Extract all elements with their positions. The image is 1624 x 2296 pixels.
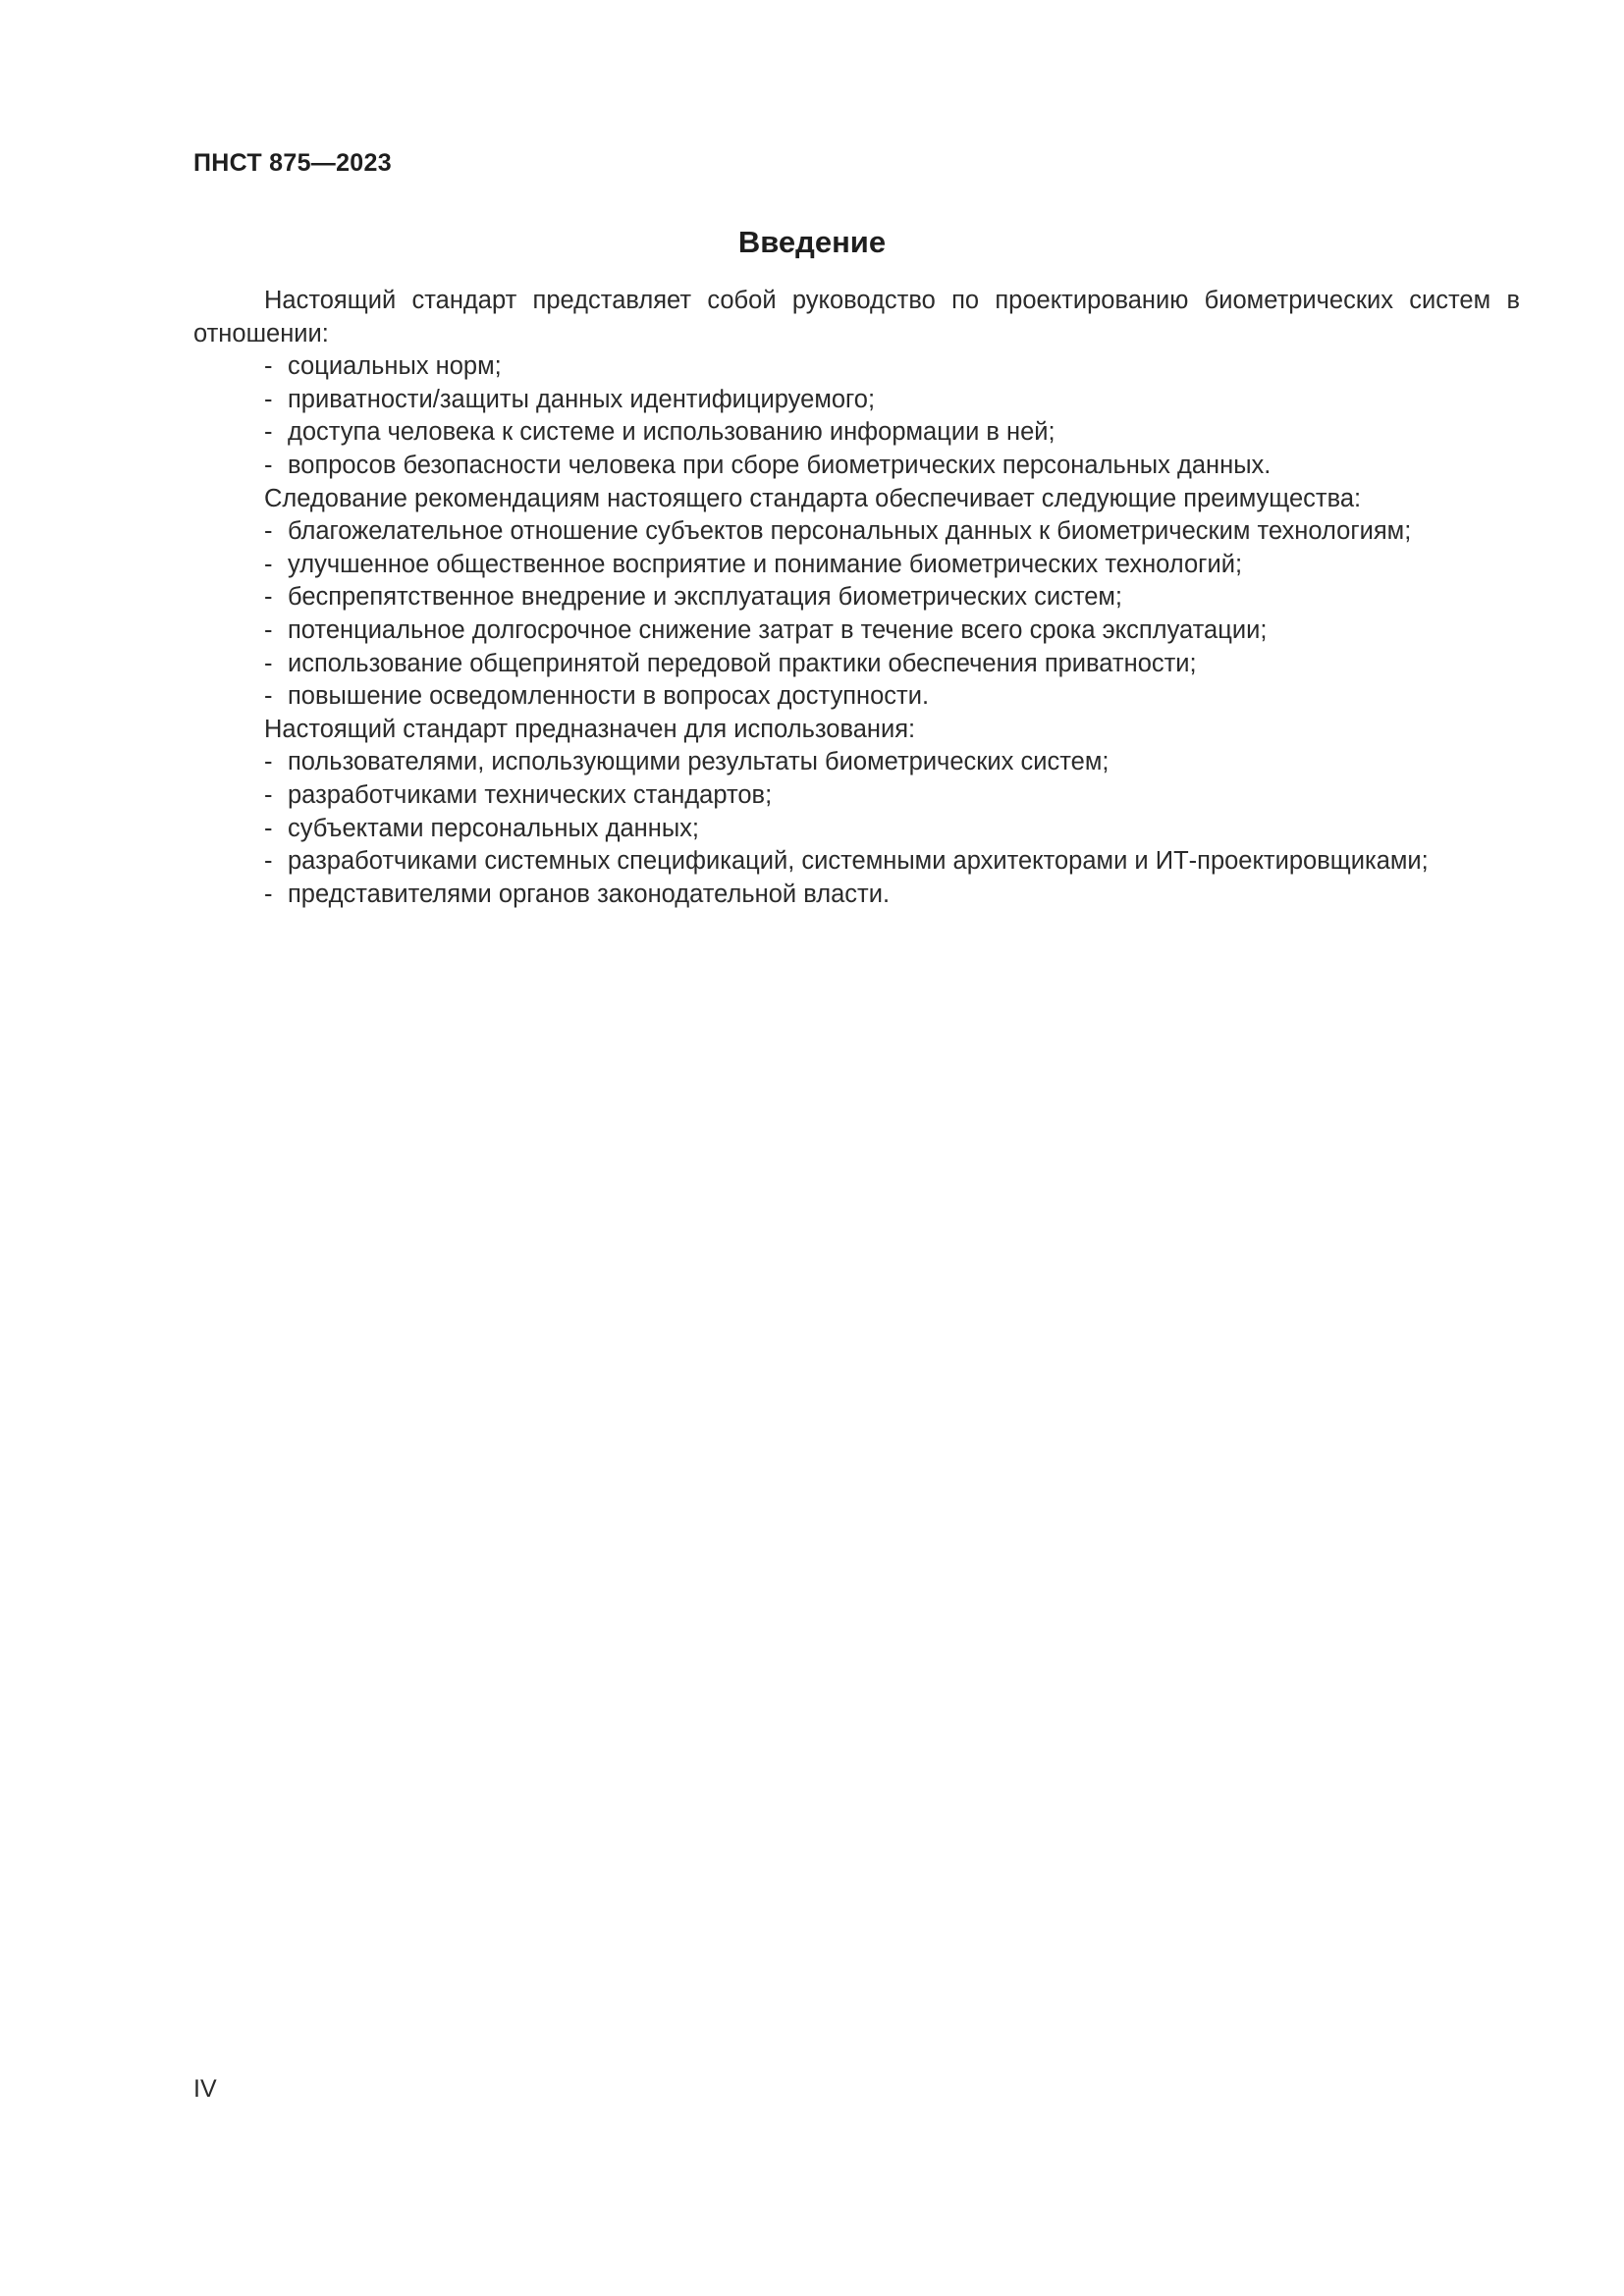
list-marker: - xyxy=(264,780,273,809)
list-item-text: доступа человека к системе и использованию информации в ней; xyxy=(288,418,1056,447)
audience-list xyxy=(193,746,1520,911)
list-item-text: разработчиками системных спецификаций, системными архитекторами и ИТ-проектировщиками; xyxy=(288,847,1429,876)
list-item-text: разработчиками технических стандартов; xyxy=(288,780,773,809)
document-code: ПНСТ 875—2023 xyxy=(193,149,392,177)
list-item-text: пользователями, использующими результаты биометрических систем; xyxy=(288,748,1110,776)
list-item xyxy=(193,614,1520,648)
list-item-text: потенциальное долгосрочное снижение затрат в течение всего срока эксплуатации; xyxy=(288,615,1268,644)
list-item xyxy=(193,450,1520,483)
list-item xyxy=(193,845,1520,879)
list-item xyxy=(193,879,1520,912)
intro-paragraph: Настоящий стандарт представляет собой руководство по проектированию биометрических систем в отношении: xyxy=(193,287,1520,347)
benefits-paragraph: Следование рекомендациям настоящего стандарта обеспечивает следующие преимущества: xyxy=(264,484,1362,512)
list-marker: - xyxy=(264,682,273,711)
list-marker: - xyxy=(264,583,273,612)
list-item-text: благожелательное отношение субъектов персональных данных к биометрическим технологиям; xyxy=(288,517,1412,546)
list-marker: - xyxy=(264,814,273,842)
list-marker: - xyxy=(264,418,273,447)
list-item-text: социальных норм; xyxy=(288,352,502,381)
list-marker: - xyxy=(264,615,273,644)
list-item-text: улучшенное общественное восприятие и понимание биометрических технологий; xyxy=(288,550,1243,578)
list-marker: - xyxy=(264,649,273,677)
list-item xyxy=(193,746,1520,779)
benefits-list xyxy=(193,515,1520,714)
list-item-text: использование общепринятой передовой практики обеспечения приватности; xyxy=(288,649,1197,677)
list-item-text: приватности/защиты данных идентифицируемого; xyxy=(288,385,876,413)
list-marker: - xyxy=(264,517,273,546)
page-number: IV xyxy=(193,2075,217,2103)
list-marker: - xyxy=(264,352,273,381)
list-marker: - xyxy=(264,847,273,876)
list-item xyxy=(193,813,1520,846)
list-item-text: повышение осведомленности в вопросах доступности. xyxy=(288,682,930,711)
list-item-text: представителями органов законодательной власти. xyxy=(288,880,891,908)
list-marker: - xyxy=(264,748,273,776)
document-body xyxy=(193,285,1520,911)
list-marker: - xyxy=(264,451,273,479)
list-item xyxy=(193,680,1520,714)
list-marker: - xyxy=(264,385,273,413)
list-item xyxy=(193,350,1520,384)
list-marker: - xyxy=(264,880,273,908)
list-marker: - xyxy=(264,550,273,578)
list-item xyxy=(193,779,1520,813)
list-item xyxy=(193,648,1520,681)
audience-paragraph: Настоящий стандарт предназначен для использования: xyxy=(264,715,916,743)
list-item-text: беспрепятственное внедрение и эксплуатация биометрических систем; xyxy=(288,583,1123,612)
list-item-text: субъектами персональных данных; xyxy=(288,814,699,842)
list-item xyxy=(193,549,1520,582)
list-item xyxy=(193,384,1520,417)
intro-list xyxy=(193,350,1520,482)
list-item xyxy=(193,515,1520,549)
section-title: Введение xyxy=(737,225,887,259)
list-item-text: вопросов безопасности человека при сборе биометрических персональных данных. xyxy=(288,451,1272,479)
list-item xyxy=(193,581,1520,614)
list-item xyxy=(193,416,1520,450)
